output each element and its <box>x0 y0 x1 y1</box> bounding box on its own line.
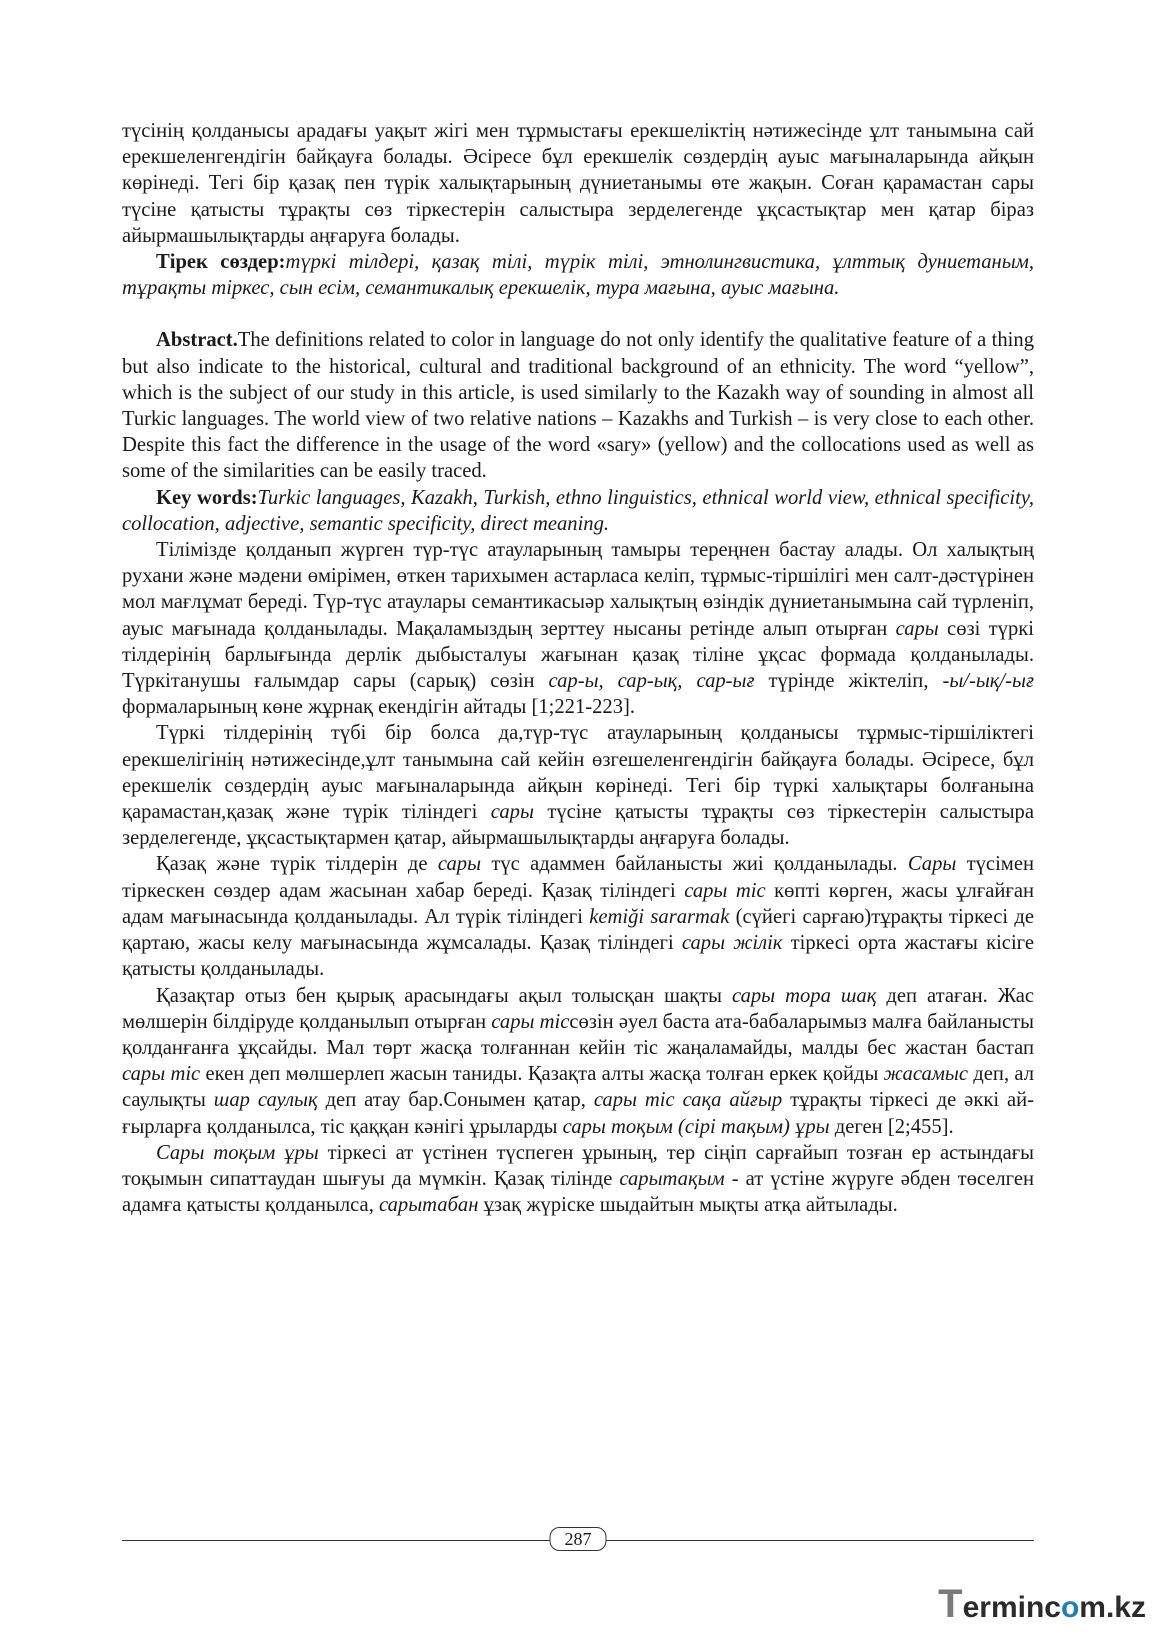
kz-keywords-label: Тірек сөздер: <box>156 251 286 274</box>
term: сары <box>490 801 534 824</box>
abstract <box>122 327 1034 484</box>
article-body <box>122 118 1034 1218</box>
text-run: сөзін әуел баста ата-бабаларымыз малға байланысты қолданғанға ұқсайды. Мал төрт жасқа толғаннан кейін тіс жаңаламайды, малды бес жастан бастап <box>122 1010 1034 1059</box>
text-run: тіркесі ат үстінен түспеген ұрының, тер сіңіп сарғайып тозған ер астындағы тоқымын сипаттаудан шығуы да мүмкін. Қазақ тілінде <box>122 1141 1034 1190</box>
watermark-logo <box>906 1579 1146 1629</box>
text-run: - ат үстіне жүруге әбден төселген адамға қатысты қолданылса, <box>122 1167 1035 1217</box>
text-run: Қазақтар отыз бен қырық арасындағы ақыл толысқан шақты <box>156 984 732 1007</box>
en-keywords-text: Turkic languages, Kazakh, Turkish, ethno linguistics, ethnical world view, ethnical specificity, collocation, adjective, semantic specificity, direct meaning. <box>122 486 1034 535</box>
text-run: түсімен тіркескен сөздер адам жасынан хабар береді. Қазақ тіліндегі <box>122 853 1034 902</box>
spacer <box>122 301 1034 327</box>
paragraph-3 <box>122 720 1034 851</box>
paragraph-6 <box>122 1140 1034 1219</box>
text-run: екен деп мөлшерлеп жасын таниды. Қазақта алты жасқа толған еркек қойды <box>200 1063 884 1086</box>
term: сары жілік <box>681 932 783 955</box>
paragraph-5 <box>122 983 1034 1140</box>
text-run: Түркі тілдерінің түбі бір болса да,түр-түс атауларының қолданысы тұрмыс-тіршіліктегі ерекшелігінің нәтижесінде,ұлт танымына сай кейін өзгешеленгендігін байқауға болады. Әсіресе, бұл ерекшелік сөздердің ауыс мағыналарында айқын көрінеді. Тегі бір түркі халықтары болғанына қарамастан,қазақ және түрік тіліндегі <box>122 722 1034 824</box>
page-number: 287 <box>550 1527 607 1551</box>
text-run: сөзі түркі тілдерінің барлығында дерлік дыбысталуы жағынан қазақ тіліне ұқсас формада қолданылады. Түркітанушы ғалымдар сары (сарық) сөзін <box>122 617 1034 693</box>
term: сары тіс <box>684 879 766 902</box>
text-run: (сүйегі сарғаю)тұрақты тіркесі де қартаю, жасы келу мағынасында жұмсалады. Қазақ тіліндегі <box>122 905 1034 955</box>
term: kemiği sararmak <box>589 905 730 928</box>
text-run: түсіне қатысты тұрақты сөз тіркестерін салыстыра зерделегенде, ұқсастықтармен қатар, айырмашылықтарды аңғаруға болады. <box>122 801 1034 850</box>
en-keywords-label: Key words: <box>156 486 258 509</box>
text-run: деп атау бар.Сонымен қатар, <box>317 1089 594 1112</box>
watermark-part: erminc <box>962 1591 1061 1624</box>
text-run: түрінде жіктеліп, <box>754 670 943 693</box>
text-run: деп атаған. Жас мөлшерін білдіруде қолданылып отырған <box>122 984 1034 1033</box>
term: сары <box>895 617 939 640</box>
term: Сары тоқым ұры <box>156 1141 319 1164</box>
term: сар-ы, сар-ық, сар-ығ <box>548 670 755 693</box>
abstract-label: Abstract. <box>156 329 238 352</box>
abstract-text: The definitions related to color in language do not only identify the qualitative feature of a thing but also indicate to the historical, cultural and traditional background of an ethnicity. The word “yellow”, which is the subject of our study in this article, is used similarly to the Kazakh way of sounding in almost all Turkic languages. The world view of two relative nations – Kazakhs and Turkish – is very close to each other. Despite this fact the difference in the usage of the word «sary» (yellow) and the collocations used as well as some of the similarities can be easily traced. <box>122 329 1034 483</box>
text-run: тұрақты тіркесі де әккі айғырларға қолданылса, тіс қаққан кәнігі ұрыларды <box>122 1089 1035 1138</box>
term: шар саулық <box>213 1089 318 1112</box>
text-run: деп, ал саулықты <box>122 1063 1035 1112</box>
text-run: Тілімізде қолданып жүрген түр-түс атауларының тамыры тереңнен бастау алады. Ол халықтың рухани және мәдени өмірімен, өткен тарихымен астарласа келіп, тұрмыс-тіршілігі мен салт-дәстүрінен мол мағлұмат береді. Түр-түс атаулары семантикасыәр халықтың өзіндік дүниетанымына сай түрленіп, ауыс мағынада қолданылады. Мақаламыздың зерттеу нысаны ретінде алып отырған <box>122 539 1034 640</box>
term: сары тіс сақа айғыр <box>593 1089 783 1112</box>
term: сары тоқым (сірі тақым) ұры <box>562 1115 830 1138</box>
term: жасамыс <box>883 1063 968 1086</box>
term: сарытабан <box>379 1194 479 1217</box>
text-run: көпті көрген, жасы ұлғайған адам мағынасында қолданылады. Ал түрік тіліндегі <box>122 879 1035 928</box>
text-run: формаларының көне жұрнақ екендігін айтады [1;221-223]. <box>122 696 636 719</box>
text-run: ұзақ жүріске шыдайтын мықты атқа айтылады. <box>478 1194 898 1217</box>
term: сарытақым <box>619 1167 725 1190</box>
term: сары тора шақ <box>731 984 877 1007</box>
paragraph-2 <box>122 537 1034 720</box>
watermark-t: T <box>938 1582 963 1626</box>
term: сары тіс <box>122 1063 201 1086</box>
term: сары тіс <box>491 1010 570 1033</box>
en-keywords <box>122 485 1034 537</box>
text-run: тіркесі орта жастағы кісіге қатысты қолданылады. <box>122 932 1034 981</box>
paragraph-intro: түсінің қолданысы арадағы уақыт жігі мен тұрмыстағы ерекшеліктің нәтижесінде ұлт танымына сай ерекшеленгендігін байқауға болады. Әсіресе бұл ерекшелік сөздердің ауыс мағыналарында айқын көрінеді. Тегі бір қазақ пен түрік халықтарының дүниетанымы өте жақын. Соған қарамастан сары түсіне қатысты тұрақты сөз тіркестерін салыстыра зерделегенде ұқсастықтар мен қатар біраз айырмашылықтарды аңғаруға болады. <box>122 120 1034 247</box>
page-footer <box>122 1527 1034 1553</box>
text-run: түс адаммен байланысты жиі қолданылады. <box>481 853 908 876</box>
kz-keywords-text: түркі тілдері, қазақ тілі, түрік тілі, этнолингвистика, ұлттық дуниетаным, тұрақты тіркес, сын есім, семантикалық ерекшелік, тура мағына, ауыс мағына. <box>122 251 1035 300</box>
term: Сары <box>907 853 957 876</box>
paragraph-4 <box>122 851 1034 982</box>
term: сары <box>437 853 482 876</box>
watermark-o: o <box>1060 1591 1080 1624</box>
kz-keywords <box>122 249 1034 301</box>
text-run: деген [2;455]. <box>829 1115 954 1138</box>
term: -ы/-ық/-ығ <box>942 670 1034 693</box>
text-run: Қазақ және түрік тілдерін де <box>156 853 438 876</box>
watermark-part: m.kz <box>1079 1591 1146 1624</box>
